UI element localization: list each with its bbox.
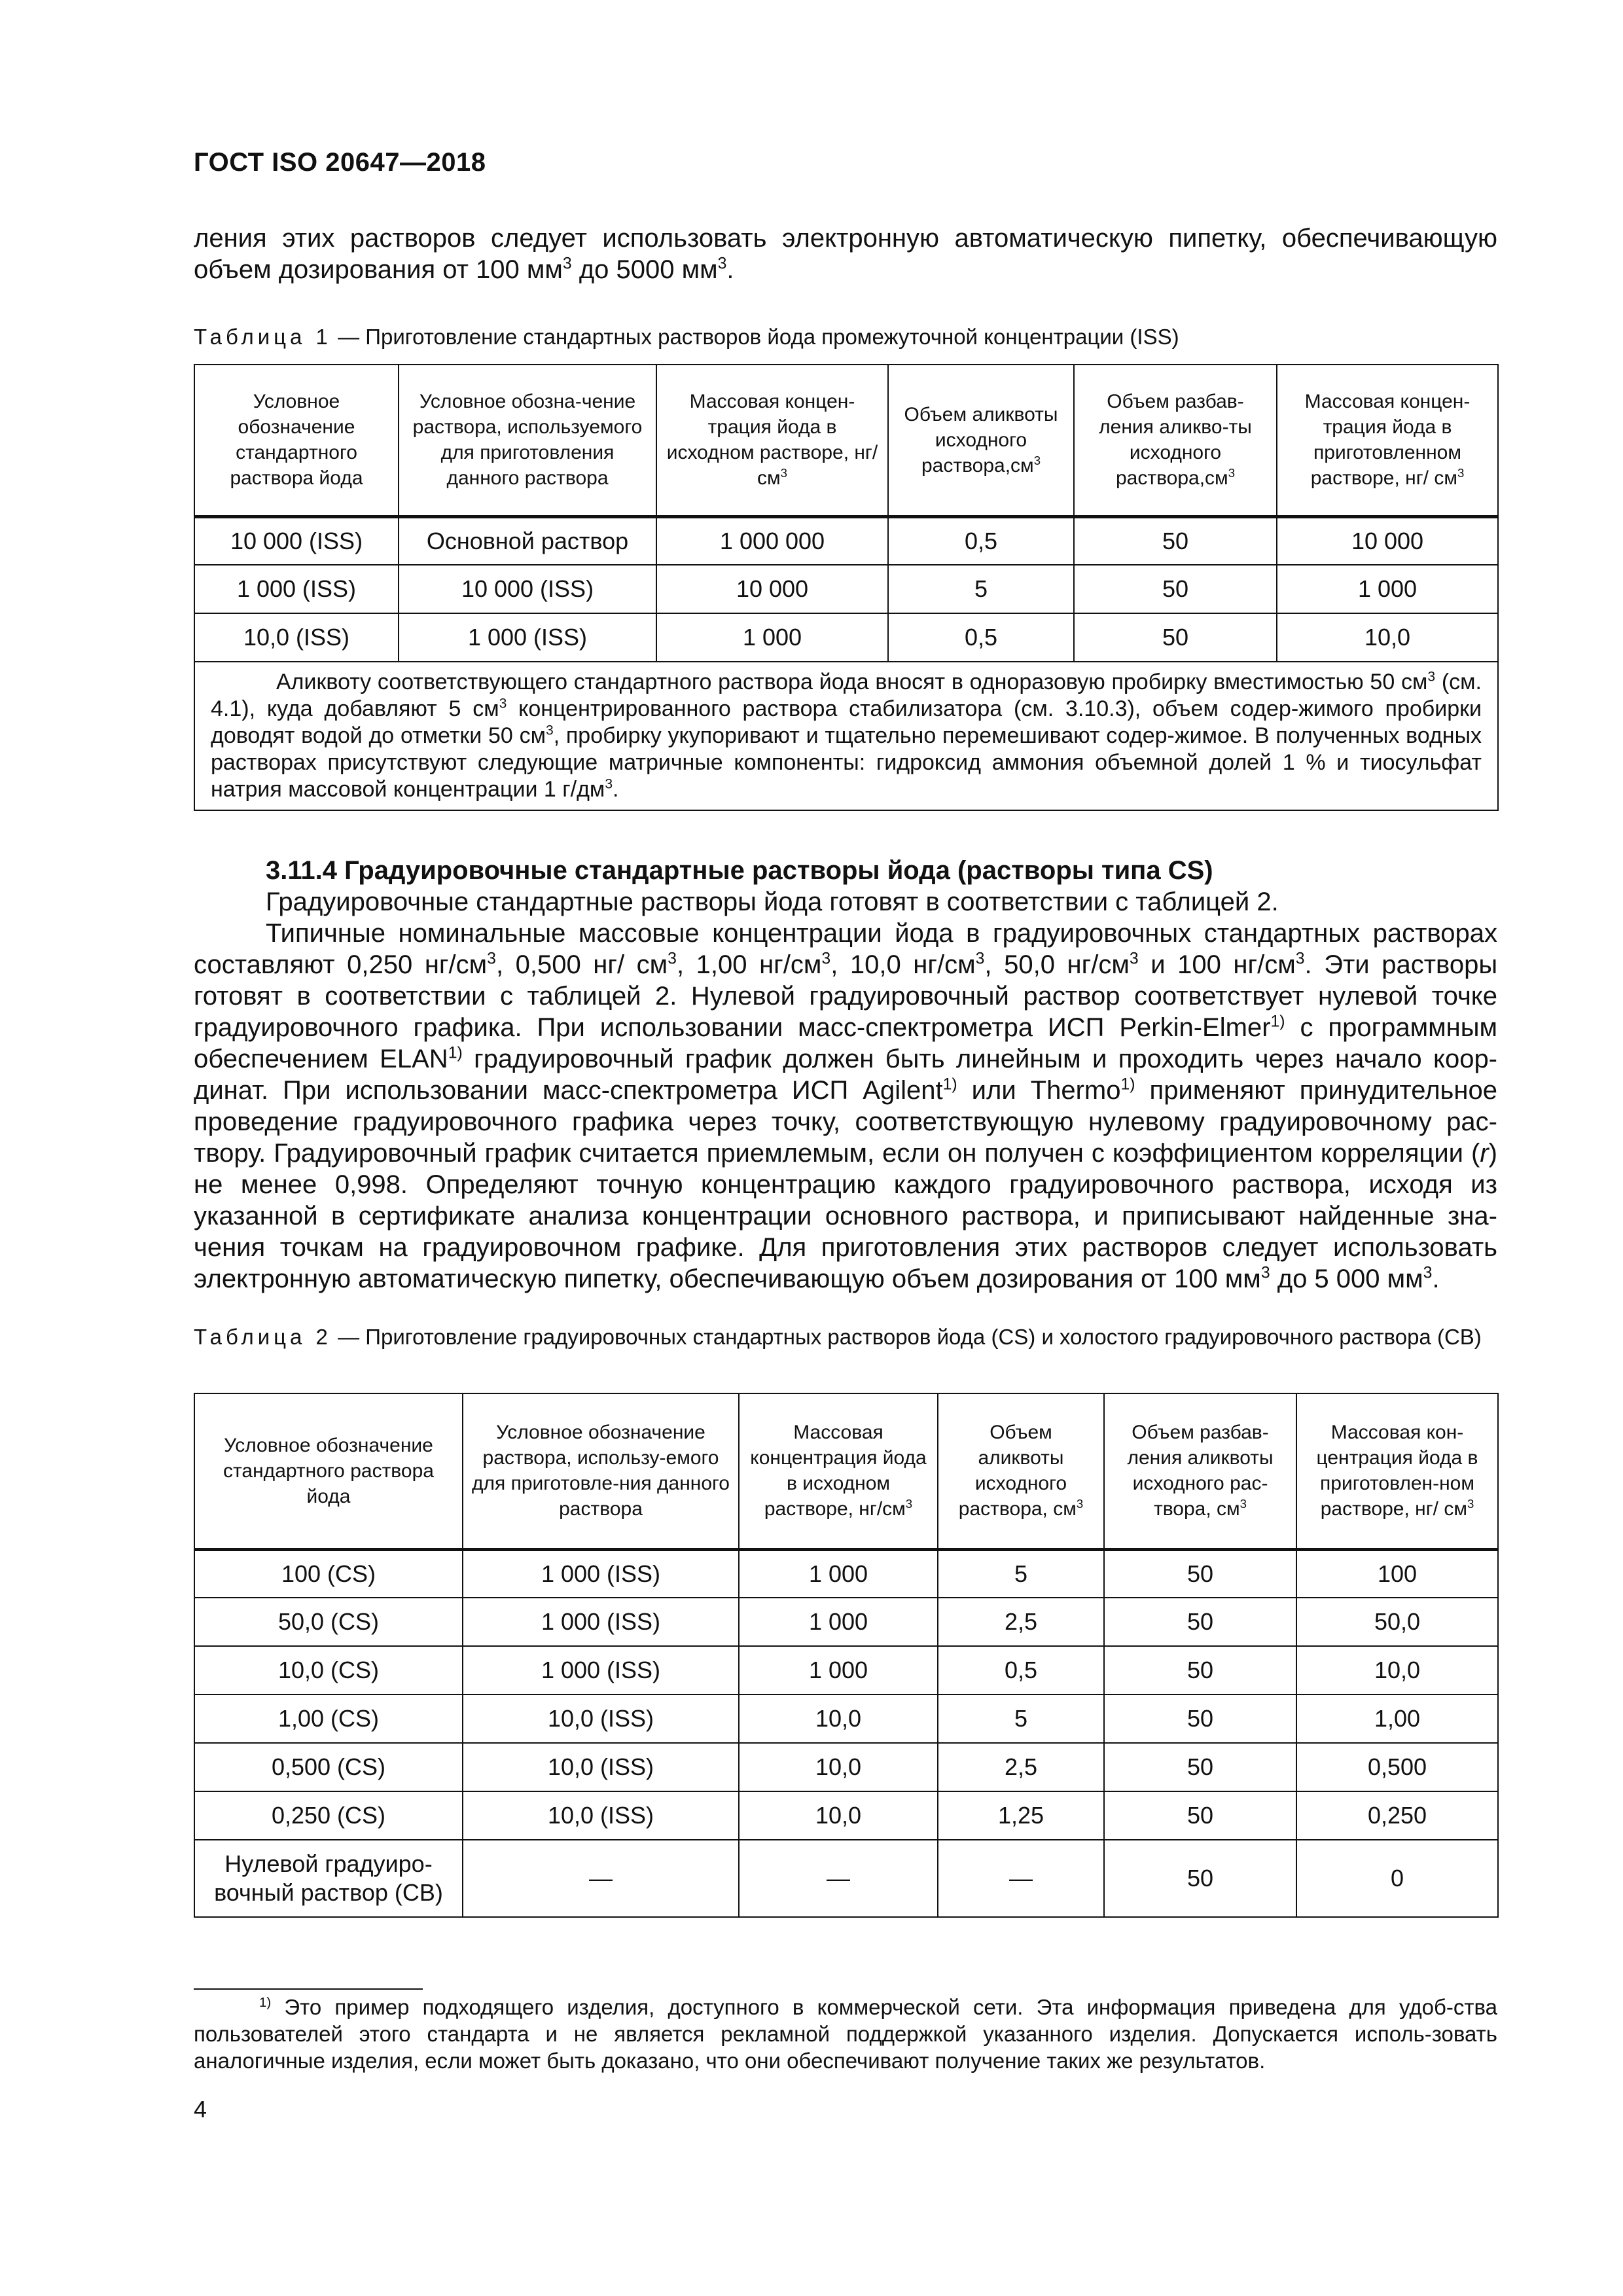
table2-header-cell: Условное обозначение стандартного раствора йода [194, 1393, 463, 1549]
table-cell: — [739, 1840, 938, 1917]
table-row [194, 1791, 1498, 1840]
table-cell: — [938, 1840, 1104, 1917]
table-cell: 50 [1104, 1743, 1296, 1791]
table1 [194, 364, 1499, 811]
table-cell: 50 [1104, 1549, 1296, 1598]
table2-header-row [194, 1393, 1498, 1549]
table-cell: 1 000 (ISS) [463, 1598, 739, 1646]
table-cell: 10,0 (ISS) [463, 1743, 739, 1791]
table-cell: 10,0 [739, 1743, 938, 1791]
table-cell: 0,500 (CS) [194, 1743, 463, 1791]
table-cell: 1 000 [739, 1549, 938, 1598]
section-paragraph-1: Градуировочные стандартные растворы йода готовят в соответствии с таблицей 2. [266, 888, 1279, 916]
table-row [194, 613, 1498, 662]
table1-caption: Таблица 1 — Приготовление стандартных растворов йода промежуточной концентрации (ISS) [194, 325, 1179, 349]
table-cell: 10 000 (ISS) [399, 565, 656, 613]
table1-header-cell: Условное обозна-чение раствора, используемого для приготовления данного раствора [399, 365, 656, 516]
table-row [194, 1646, 1498, 1695]
table-row [194, 565, 1498, 613]
table-row [194, 1840, 1498, 1917]
table-cell: Нулевой градуиро-вочный раствор (CB) [194, 1840, 463, 1917]
table-cell: 1 000 [739, 1646, 938, 1695]
table-cell: 10,0 (CS) [194, 1646, 463, 1695]
table1-header-cell: Массовая концен-трация йода в исходном растворе, $нг/см^3$ [656, 365, 888, 516]
document-header: ГОСТ ISO 20647—2018 [194, 148, 486, 177]
table2-header-cell: Объем аликвоты исходного раствора, $см^3$ [938, 1393, 1104, 1549]
table-cell: 5 [938, 1695, 1104, 1743]
table1-note-row [194, 662, 1498, 810]
table-cell: 10,0 [1277, 613, 1498, 662]
table-cell: 1 000 (ISS) [194, 565, 399, 613]
table-cell: 5 [888, 565, 1074, 613]
footnote-divider [194, 1988, 423, 1990]
table-cell: 10 000 [656, 565, 888, 613]
table-cell: 0,500 [1296, 1743, 1498, 1791]
table-cell: 100 (CS) [194, 1549, 463, 1598]
table2-header-cell: Объем разбав-ления аликвоты исходного рас-твора, $см^3$ [1104, 1393, 1296, 1549]
table-cell: 50,0 [1296, 1598, 1498, 1646]
table2 [194, 1393, 1499, 1918]
table-row [194, 1695, 1498, 1743]
table-cell: — [463, 1840, 739, 1917]
section-heading: 3.11.4 Градуировочные стандартные растворы йода (растворы типа CS) [266, 856, 1213, 885]
table-cell: 0 [1296, 1840, 1498, 1917]
table-row [194, 516, 1498, 565]
table1-header-row [194, 365, 1498, 516]
table-cell: 2,5 [938, 1743, 1104, 1791]
table-cell: 50 [1104, 1646, 1296, 1695]
table-cell: 10,0 (ISS) [463, 1791, 739, 1840]
table-row [194, 1549, 1498, 1598]
table-cell: 100 [1296, 1549, 1498, 1598]
table-cell: 2,5 [938, 1598, 1104, 1646]
table-cell: 10 000 [1277, 516, 1498, 565]
table1-header-cell: Условное обозначение стандартного раствора йода [194, 365, 399, 516]
table1-header-cell: Объем аликвоты исходного $раствора,см^3$ [888, 365, 1074, 516]
table2-header-cell: Условное обозначение раствора, использу-емого для приготовле-ния данного раствора [463, 1393, 739, 1549]
table-cell: 10,0 (ISS) [194, 613, 399, 662]
table-cell: 10,0 [739, 1695, 938, 1743]
table-cell: 50 [1104, 1791, 1296, 1840]
table-cell: 0,250 (CS) [194, 1791, 463, 1840]
table-cell: 5 [938, 1549, 1104, 1598]
table-cell: 1 000 [739, 1598, 938, 1646]
table-cell: 1 000 [656, 613, 888, 662]
table-cell: 10,0 (ISS) [463, 1695, 739, 1743]
table-cell: 50 [1074, 565, 1277, 613]
table1-note: Аликвоту соответствующего стандартного раствора йода вносят в одноразовую пробирку вместимостью 50 $см^3$ (см. 4.1), куда добавляют 5 $см^3$ концентрированного раствора стабилизатора (см. 3.10.3), объем содер-жимого пробирки доводят водой до отметки 50 $см^3$, пробирку укупоривают и тщательно перемешивают содер-жимое. В полученных водных растворах присутствуют следующие матричные компоненты: гидроксид аммония объемной долей 1 % и тиосульфат натрия массовой концентрации 1 $г/дм^3$. [194, 662, 1498, 810]
table-row [194, 1598, 1498, 1646]
table-cell: 1,00 (CS) [194, 1695, 463, 1743]
table-cell: 50 [1074, 613, 1277, 662]
table-cell: 1 000 [1277, 565, 1498, 613]
table-row [194, 1743, 1498, 1791]
table-cell: 0,5 [938, 1646, 1104, 1695]
table-cell: 1 000 (ISS) [463, 1646, 739, 1695]
table2-caption: Таблица 2 — Приготовление градуировочных стандартных растворов йода (CS) и холостого градуировочного раствора (CB) [194, 1325, 1482, 1349]
table-cell: 10 000 (ISS) [194, 516, 399, 565]
table-cell: 50 [1104, 1598, 1296, 1646]
table-cell: Основной раствор [399, 516, 656, 565]
table-cell: 50 [1074, 516, 1277, 565]
table-cell: 50,0 (CS) [194, 1598, 463, 1646]
table-cell: 0,250 [1296, 1791, 1498, 1840]
table-cell: 50 [1104, 1695, 1296, 1743]
table-cell: 0,5 [888, 613, 1074, 662]
table-cell: 1,25 [938, 1791, 1104, 1840]
page-number: 4 [194, 2096, 207, 2123]
table2-header-cell: Массовая концентрация йода в исходном растворе, $нг/см^3$ [739, 1393, 938, 1549]
table-cell: 10,0 [739, 1791, 938, 1840]
table1-header-cell: Массовая концен-трация йода в приготовленном растворе, нг/ $см^3$ [1277, 365, 1498, 516]
intro-paragraph: ления этих растворов следует использовать электронную автоматическую пипетку, обеспечивающую объем дозирования от 100 $мм^3$ до 5000 $мм^3$. [194, 224, 1497, 284]
table-cell: 10,0 [1296, 1646, 1498, 1695]
table-cell: 1 000 (ISS) [399, 613, 656, 662]
table-cell: 0,5 [888, 516, 1074, 565]
table-cell: 1 000 (ISS) [463, 1549, 739, 1598]
table-cell: 1 000 000 [656, 516, 888, 565]
footnote: $^{1)}$ Это пример подходящего изделия, доступного в коммерческой сети. Эта информация приведена для удоб-ства пользователей этого стандарта и не является рекламной поддержкой указанного изделия. Допускается исполь-зовать аналогичные изделия, если может быть доказано, что они обеспечивают получение таких же результатов. [194, 1995, 1497, 2073]
table-cell: 50 [1104, 1840, 1296, 1917]
table1-header-cell: Объем разбав-ления аликво-ты исходного $раствора,см^3$ [1074, 365, 1277, 516]
table-cell: 1,00 [1296, 1695, 1498, 1743]
section-paragraph-2: Типичные номинальные массовые концентрации йода в градуировочных стандартных растворах составляют 0,250 $нг/см^3$, 0,500 нг/ $см^3$, 1,00 $нг/см^3$, 10,0 $нг/см^3$, 50,0 $нг/см^3$ и 100 $нг/см^3$. Эти растворы готовят в соответствии с таблицей 2. Нулевой градуировочный раствор соответствует нулевой точке градуировочного графика. При использовании масс-спектрометра ИСП Perkin-Elmer$^{1)}$ с программным обеспечением ELAN$^{1)}$ градуировочный график должен быть линейным и проходить через начало коор-динат. При использовании масс-спектрометра ИСП Agilent$^{1)}$ или Thermo$^{1)}$ применяют принудительное проведение градуировочного графика через точку, соответствующую нулевому градуировочному рас-твору. Градуировочный график считается приемлемым, если он получен с коэффициентом корреляции (r) не менее 0,998. Определяют точную концентрацию каждого градуировочного раствора, исходя из указанной в сертификате анализа концентрации основного раствора, и приписывают найденные зна-чения точкам на градуировочном графике. Для приготовления этих растворов следует использовать электронную автоматическую пипетку, обеспечивающую объем дозирования от 100 $мм^3$ до 5 000 $мм^3$. [194, 919, 1498, 1293]
table2-header-cell: Массовая кон-центрация йода в приготовлен-ном растворе, нг/ $см^3$ [1296, 1393, 1498, 1549]
